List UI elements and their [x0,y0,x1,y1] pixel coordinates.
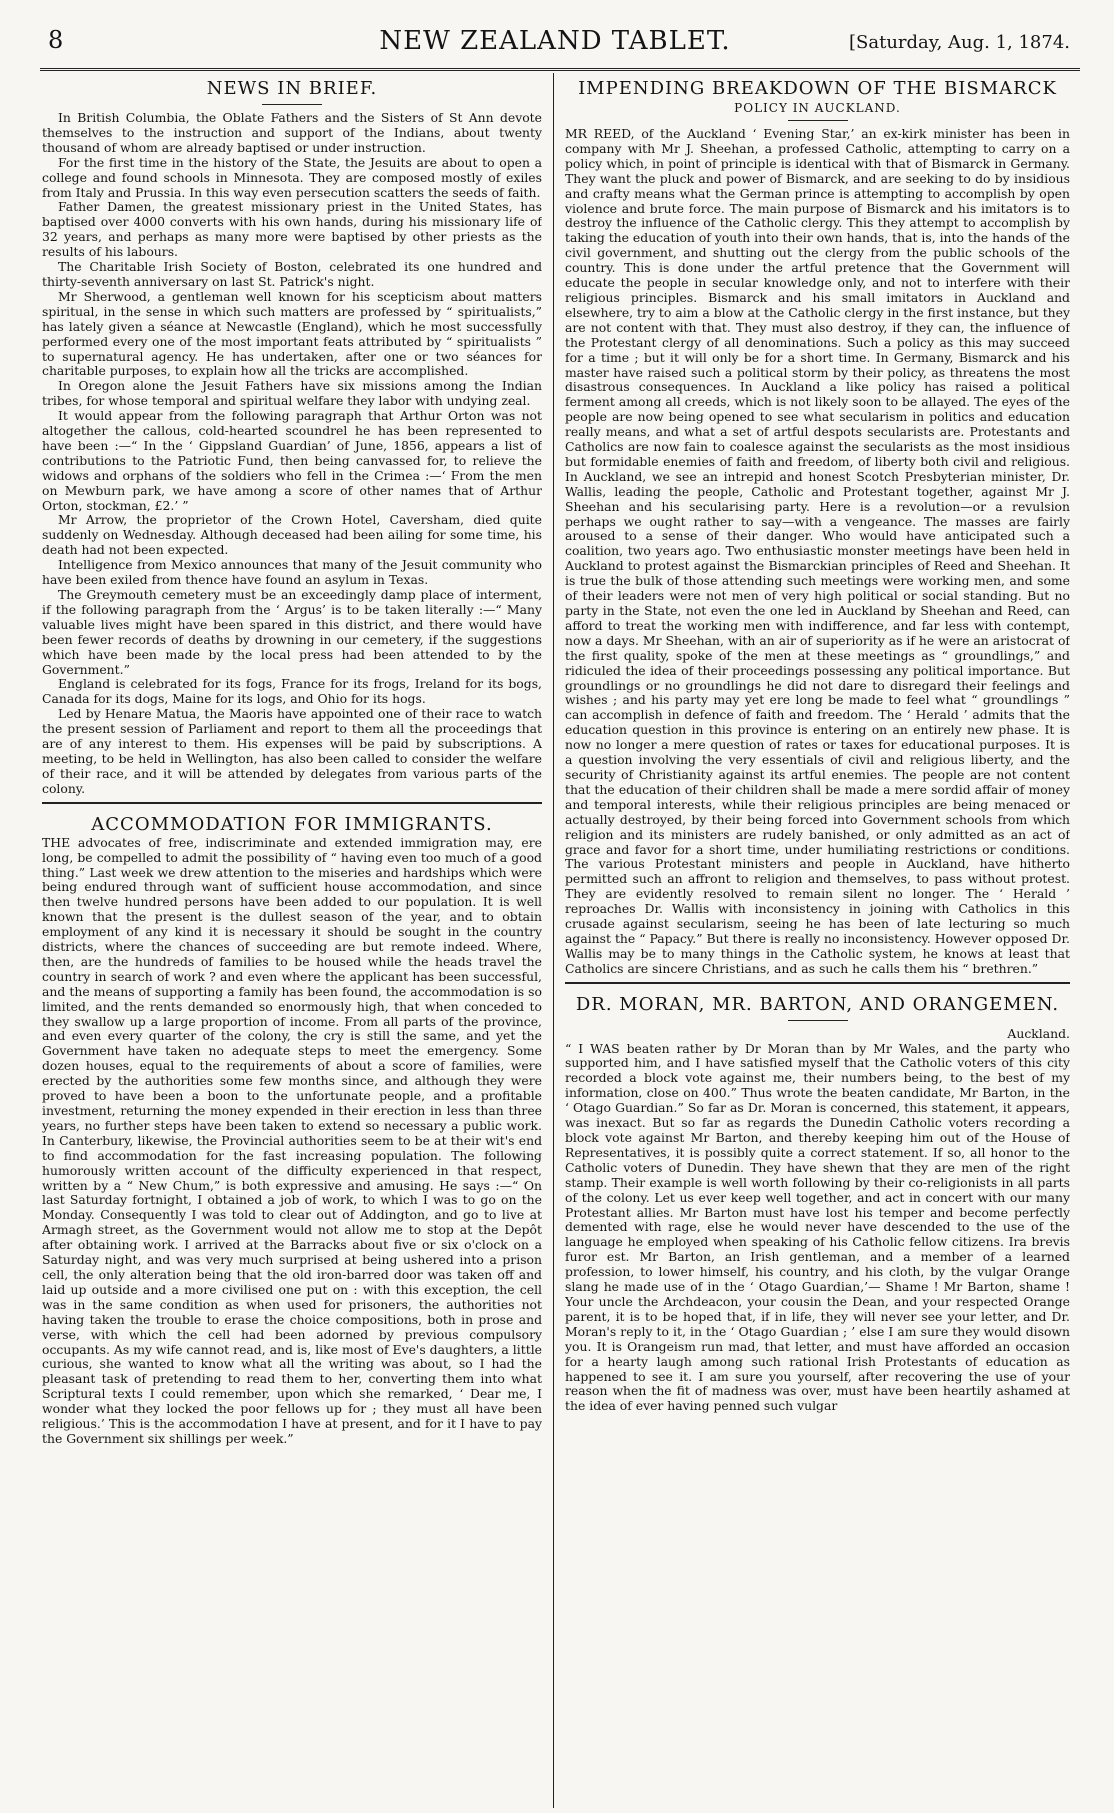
bismarck-heading: IMPENDING BREAKDOWN OF THE BISMARCK [578,78,1057,99]
immigrants-article [42,836,542,1447]
masthead-rule [40,68,1080,71]
news-paragraph: The Charitable Irish Society of Boston, celebrated its one hundred and thirty-seventh anniversary on last St. Patrick's night. [42,259,542,289]
news-paragraph: In Oregon alone the Jesuit Fathers have six missions among the Indian tribes, for whose temporal and spiritual welfare they labor with undying zeal. [42,378,542,409]
news-paragraph: Mr Arrow, the proprietor of the Crown Hotel, Caversham, died quite suddenly on Wednesday. Although deceased had been ailing for some time, his death had not been expected. [42,512,542,558]
heading-rule [788,1020,848,1021]
news-paragraph: For the first time in the history of the State, the Jesuits are about to open a college and found schools in Minnesota. They are composed mostly of exiles from Italy and Prussia. In this way even persecution scatters the seeds of faith. [42,154,542,200]
page-number: 8 [48,26,64,54]
section-rule [565,982,1070,984]
news-paragraph: In British Columbia, the Oblate Fathers and the Sisters of St Ann devote themselves to the instruction and support of the Indians, about twenty thousand of whom are already baptised or under instruction. [42,110,542,155]
news-in-brief-article [42,111,542,797]
news-paragraph: Led by Henare Matua, the Maoris have appointed one of their race to watch the present session of Parliament and report to them all the proceedings that are of any interest to them. His expenses will be paid by subscriptions. A meeting, to be held in Wellington, has also been called to consider the welfare of their race, and it will be attended by delegates from various parts of the colony. [42,706,542,796]
article-paragraph: “ I WAS beaten rather by Dr Moran than by Mr Wales, and the party who supported him, and I have satisfied myself that the Catholic voters of this city recorded a block vote against me, their numbers being, to the best of my information, close on 400.” Thus wrote the beaten candidate, Mr Barton, in the ‘ Otago Guardian.” So far as Dr. Moran is concerned, this statement, it appears, was inexact. But so far as regards the Dunedin Catholic voters recording a block vote against Mr Barton, and thereby keeping him out of the House of Representatives, it is possibly quite a correct statement. If so, all honor to the Catholic voters of Dunedin. They have shewn that they are men of the right stamp. Their example is well worth following by their co-religionists in all parts of the colony. Let us ever keep well together, and act in concert with our many Protestant allies. Mr Barton must have lost his temper and become perfectly demented with rage, else he would never have descended to the use of the language he employed when speaking of his Catholic fellow citizens. Ira brevis furor est. Mr Barton, an Irish gentleman, and a member of a learned profession, to lower himself, his country, and his cloth, by the vulgar Orange slang he made use of in the ‘ Otago Guardian,’— Shame ! Mr Barton, shame ! Your uncle the Archdeacon, your cousin the Dean, and your respected Orange parent, it is to be hoped that, if in life, they will never see your letter, and Dr. Moran's reply to it, in the ‘ Otago Guardian ; ’ else I am sure they would disown you. It is Orangeism run mad, that letter, and must have afforded an occasion for a hearty laugh among such rational Irish Protestants of education as happened to see it. I am sure you yourself, after recovering the use of your reason when the fit of madness was over, must have been heartily ashamed at the idea of ever having penned such vulgar [565,1040,1070,1414]
bismarck-article [565,127,1070,977]
moran-article [565,1042,1070,1415]
dateline: Auckland. [1007,1025,1070,1041]
moran-heading: DR. MORAN, MR. BARTON, AND ORANGEMEN. [575,993,1060,1015]
bismarck-subheading: POLICY IN AUCKLAND. [734,101,901,115]
issue-date: [Saturday, Aug. 1, 1874. [849,32,1070,53]
heading-rule [262,104,322,105]
heading-rule [788,120,848,121]
news-paragraph: England is celebrated for its fogs, France for its frogs, Ireland for its bogs, Canada for its dogs, Maine for its logs, and Ohio for its hogs. [42,676,542,707]
news-paragraph: The Greymouth cemetery must be an exceedingly damp place of interment, if the following paragraph from the ‘ Argus’ is to be taken literally :—“ Many valuable lives might have been spared in this district, and there would have been fewer records of deaths by drowning in our cemetery, if the suggestions which have been made by the local press had been attended to by the Government.” [42,587,542,677]
news-in-brief-heading: NEWS IN BRIEF. [206,78,378,99]
news-paragraph: Mr Sherwood, a gentleman well known for his scepticism about matters spiritual, in the sense in which such matters are professed by “ spiritualists,” has lately given a séance at Newcastle (England), which he most successfully performed every one of the most important feats attributed by “ spiritualists ” to supernatural agency. He has undertaken, after one or two séances for charitable purposes, to explain how all the tricks are accomplished. [42,288,542,379]
section-rule [42,802,542,804]
news-paragraph: Father Damen, the greatest missionary priest in the United States, has baptised over 4000 converts with his own hands, during his missionary life of 32 years, and perhaps as many more were baptised by other priests as the results of his labours. [42,199,542,260]
left-column [42,78,542,1808]
news-paragraph: Intelligence from Mexico announces that many of the Jesuit community who have been exiled from thence have found an asylum in Texas. [42,557,542,588]
newspaper-title: NEW ZEALAND TABLET. [379,26,731,56]
news-paragraph: It would appear from the following paragraph that Arthur Orton was not altogether the callous, cold-hearted scoundrel he has been represented to have been :—“ In the ‘ Gippsland Guardian’ of June, 1856, appears a list of contributions to the Patriotic Fund, then being canvassed for, to relieve the widows and orphans of the soldiers who fell in the Crimea :—‘ From the men on Mewburn park, we have among a score of other names that of Arthur Orton, stockman, £2.’ ” [42,408,542,513]
masthead [40,24,1070,64]
article-paragraph: THE advocates of free, indiscriminate and extended immigration may, ere long, be compelled to admit the possibility of “ having even too much of a good thing.” Last week we drew attention to the miseries and hardships which were being endured through want of sufficient house accommodation, and since then twelve hundred persons have been added to our population. It is well known that the present is the dullest season of the year, and to obtain employment of any kind it is necessary it should be sought in the country districts, where the chances of succeeding are but remote indeed. Where, then, are the hundreds of families to be housed while the heads travel the country in search of work ? and even where the applicant has been successful, and the means of supporting a family has been found, the accommodation is so limited, and the rents demanded so enormously high, that when conceded to they swallow up a large proportion of income. From all parts of the province, and even every quarter of the colony, the cry is still the same, and yet the Government have taken no adequate steps to meet the emergency. Some dozen houses, equal to the requirements of about a score of families, were erected by the authorities some few months since, and although they were proved to have been a boon to the unfortunate people, and a profitable investment, returning the money expended in their erection in less than three years, no further steps have been taken to extend so necessary a public work. In Canterbury, likewise, the Provincial authorities seem to be at their wit's end to find accommodation for the fast increasing population. The following humorously written account of the difficulty experienced in that respect, written by a “ New Chum,” is both expressive and amusing. He says :—“ On last Saturday fortnight, I obtained a job of work, to which I was to go on the Monday. Consequently I was told to clear out of Addington, and go to live at Armagh street, as the Government would not allow me to stop at the Depôt after obtaining work. I arrived at the Barracks about five or six o'clock on a Saturday night, and was very much surprised at being ushered into a prison cell, the only alteration being that the old iron-barred door was taken off and laid up outside and a more civilised one put on : with this exception, the cell was in the same condition as when used for prisoners, the authorities not having taken the trouble to erase the choice compositions, both in prose and verse, with which the cell had been adorned by previous compulsory occupants. As my wife cannot read, and is, like most of Eve's daughters, a little curious, she wanted to know what all the writing was about, so I had the pleasant task of pretending to read them to her, converting them into what Scriptural texts I could remember, upon which she remarked, ‘ Dear me, I wonder what they locked the poor fellows up for ; they must all have been religious.’ This is the accommodation I have at present, and for it I have to pay the Government six shillings per week.” [42,834,542,1446]
right-column [565,78,1070,1808]
immigrants-heading: ACCOMMODATION FOR IMMIGRANTS. [91,813,493,835]
article-paragraph: MR REED, of the Auckland ‘ Evening Star,’ an ex-kirk minister has been in company with Mr J. Sheehan, a professed Catholic, attempting to carry on a policy which, in point of principle is identical with that of Bismarck in Germany. They want the pluck and power of Bismarck, and are seeking to do by insidious and crafty means what the German prince is attempting to accomplish by open violence and brute force. The main purpose of Bismarck and his imitators is to destroy the influence of the Catholic clergy. This they attempt to accomplish by taking the education of youth into their own hands, that is, into the hands of the civil government, and shutting out the clergy from the public schools of the country. This is done under the artful pretence that the Government will educate the people in secular knowledge only, and not to interfere with their religious principles. Bismarck and his small imitators in Auckland and elsewhere, try to aim a blow at the Catholic clergy in the first instance, but they are not content with that. They must also destroy, if they can, the influence of the Protestant clergy of all denominations. Such a policy as this may succeed for a time ; but it will only be for a short time. In Germany, Bismarck and his master have raised such a political storm by their policy, as threatens the most disastrous consequences. In Auckland a like policy has raised a political ferment among all creeds, which is not likely soon to be allayed. The eyes of the people are now being opened to see what secularism in politics and education really means, and what a set of artful despots secularists are. Protestants and Catholics are now fain to coalesce against the secularists as the most insidious but formidable enemies of faith and freedom, of liberty both civil and religious. In Auckland, we see an intrepid and honest Scotch Presbyterian minister, Dr. Wallis, leading the people, Catholic and Protestant together, against Mr J. Sheehan and his secularising party. Here is a revolution—or a revulsion perhaps we ought rather to say—with a vengeance. The masses are fairly aroused to a sense of their danger. Who would have anticipated such a coalition, two years ago. Two enthusiastic monster meetings have been held in Auckland to protest against the Bismarckian principles of Reed and Sheehan. It is true the bulk of those attending such meetings were working men, and some of their leaders were not men of very high political or social standing. But no party in the State, not even the one led in Auckland by Sheehan and Reed, can afford to treat the working men with indifference, and far less with contempt, now a days. Mr Sheehan, with an air of superiority as if he were an aristocrat of the first quality, spoke of the men at these meetings as “ groundlings,” and ridiculed the idea of their proceedings possessing any political importance. But groundlings or no groundlings he did not dare to disregard their feelings and wishes ; and his party may yet ere long be made to feel what “ groundlings ” can accomplish in defence of faith and freedom. The ‘ Herald ’ admits that the education question in this province is entering on an entirely new phase. It is now no longer a mere question of rates or taxes for educational purposes. It is a question involving the very essentials of civil and religious liberty, and the security of Christianity against its artful enemies. The people are not content that the education of their children shall be made a mere sordid affair of money and temporal interests, while their religious principles are being menaced or actually destroyed, by their being forced into Government schools from which religion and its ministers are rudely banished, or only admitted as an act of grace and favor for a short time, under humiliating restrictions or conditions. The various Protestant ministers and people in Auckland, have hitherto permitted such an affront to religion and themselves, to pass without protest. They are evidently resolved to remain silent no longer. The ‘ Herald ’ reproaches Dr. Wallis with inconsistency in joining with Catholics in this crusade against secularism, seeing he has been of late lecturing so much against the “ Papacy.” But there is really no inconsistency. However opposed Dr. Wallis may be to many things in the Catholic system, he knows at least that Catholics are sincere Christians, and as such he calls them his “ brethren.” [565,126,1070,976]
column-divider [553,73,554,1808]
